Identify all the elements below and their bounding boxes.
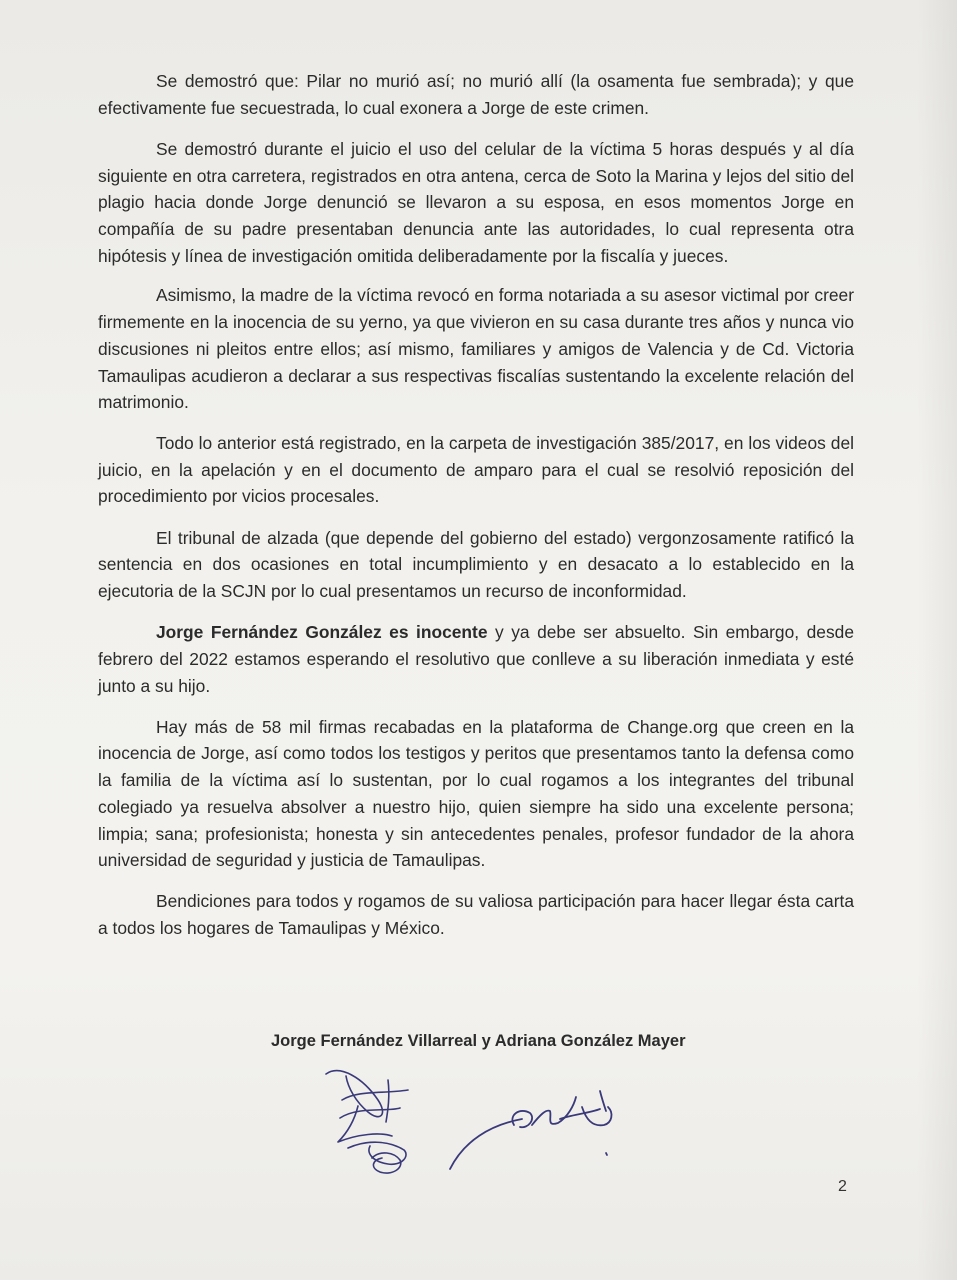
paragraph-3: Asimismo, la madre de la víctima revocó en forma notariada a su asesor victimal por creer firmemente en la inocencia de su yerno, ya que vivieron en su casa durante tres años y nunca vio discusiones ni pleitos entre ellos; así mismo, familiares y amigos de Valencia y de Cd. Victoria Tamaulipas acudieron a declarar a sus respectivas fiscalías sustentando la excelente relación del matrimonio.: [98, 285, 854, 413]
paragraph-8: Bendiciones para todos y rogamos de su valiosa participación para hacer llegar ésta carta a todos los hogares de Tamaulipas y México.: [98, 891, 854, 939]
signature-right: [440, 1085, 630, 1175]
signature-left: [318, 1060, 428, 1185]
paragraph-1: Se demostró que: Pilar no murió así; no murió allí (la osamenta fue sembrada); y que efectivamente fue secuestrada, lo cual exonera a Jorge de este crimen.: [98, 71, 854, 118]
paragraph-6: [98, 619, 854, 699]
page-number: 2: [838, 1178, 847, 1195]
paragraph-7: Hay más de 58 mil firmas recabadas en la plataforma de Change.org que creen en la inocencia de Jorge, así como todos los testigos y peritos que presentamos tanto la defensa como la familia de la víctima así lo sustentan, por lo cual rogamos a los integrantes del tribunal colegiado ya resuelva absolver a nuestro hijo, quien siempre ha sido una excelente persona; limpia; sana; profesionista; honesta y sin antecedentes penales, profesor fundador de la ahora universidad de seguridad y justicia de Tamaulipas.: [98, 716, 854, 871]
paragraph-5: El tribunal de alzada (que depende del gobierno del estado) vergonzosamente ratificó la sentencia en dos ocasiones en total incumplimiento y en desacato a lo establecido en la ejecutoria de la SCJN por lo cual presentamos un recurso de inconformidad.: [98, 527, 854, 601]
paragraph-4: Todo lo anterior está registrado, en la carpeta de investigación 385/2017, en los videos del juicio, en la apelación y en el documento de amparo para el cual se resolvió reposición del procedimiento por vicios procesales.: [98, 432, 854, 507]
paragraph-2: Se demostró durante el juicio el uso del celular de la víctima 5 horas después y al día siguiente en otra carretera, registrados en otra antena, cerca de Soto la Marina y lejos del sitio del plagio hacia donde Jorge denunció se llevaron a su esposa, en esos momentos Jorge en compañía de su padre presentaban denuncia ante las autoridades, lo cual representa otra hipótesis y línea de investigación omitida deliberadamente por la fiscalía y jueces.: [98, 138, 854, 266]
paragraph-6-rest: y ya debe ser absuelto. Sin embargo, desde febrero del 2022 estamos esperando el resolutivo que conlleve a su liberación inmediata y esté junto a su hijo.: [98, 622, 854, 696]
signers-names: Jorge Fernández Villarreal y Adriana González Mayer: [271, 1032, 686, 1050]
letter-body: [98, 68, 854, 956]
innocence-statement: Jorge Fernández González es inocente: [156, 622, 488, 643]
